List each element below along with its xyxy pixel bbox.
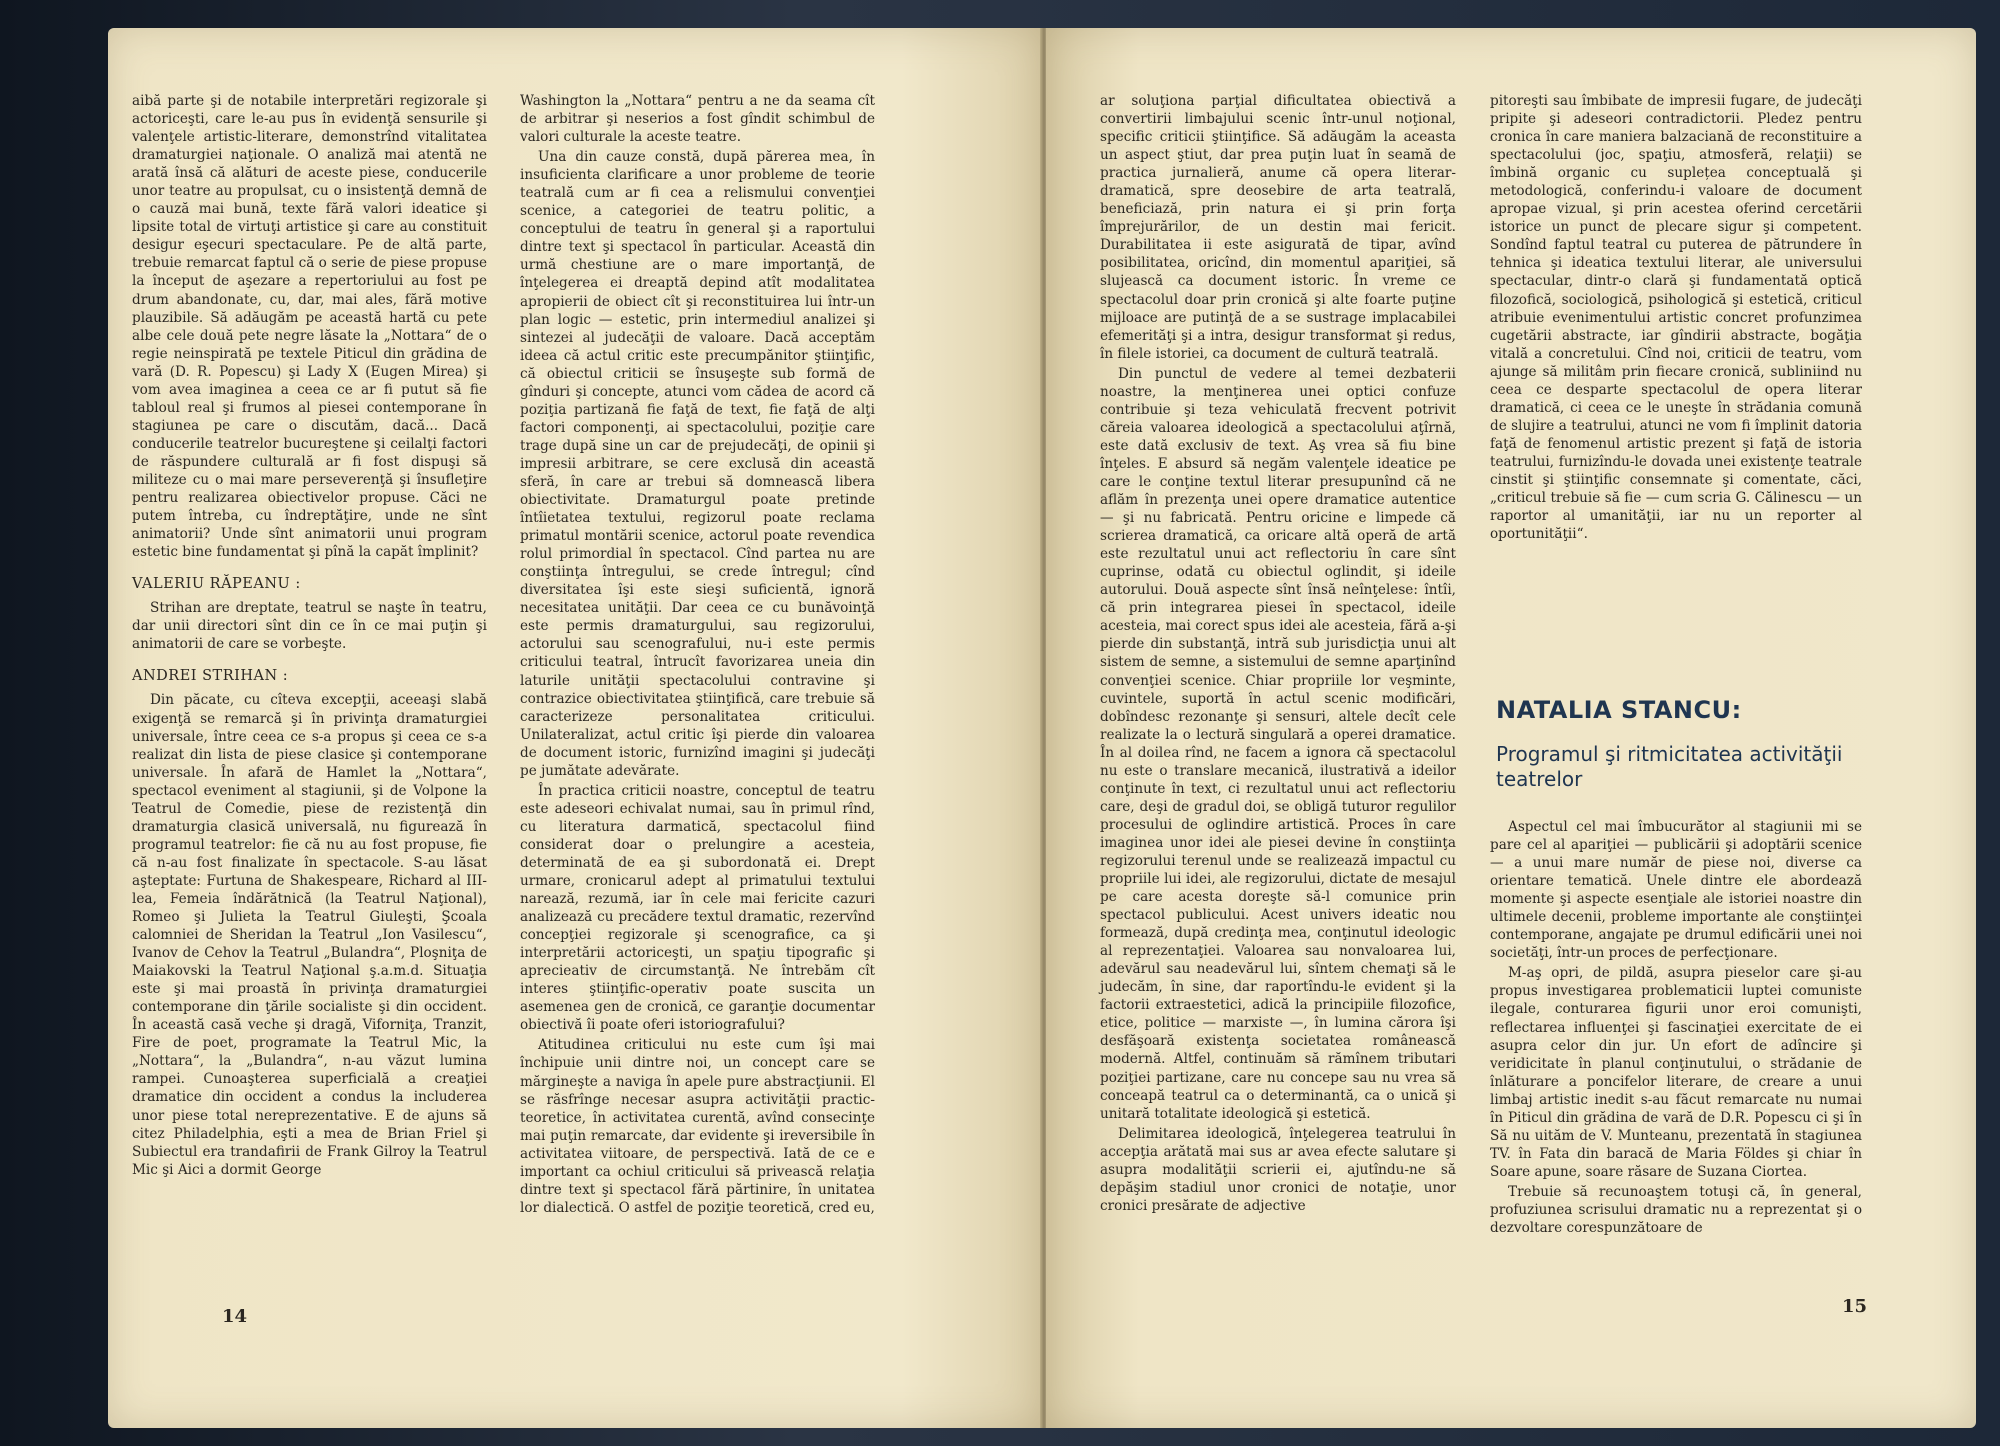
paragraph: Washington la „Nottara“ pentru a ne da seama cît de arbitrar şi neserios a fost gîndit schimbul de valori culturale la aceste teatre. [520, 93, 875, 146]
right-column-2-lower [1490, 818, 1862, 1239]
paragraph: Una din cauze constă, după părerea mea, în insuficienta clarificare a unor probleme de teorie teatrală cum ar fi cea a relismului convenţiei scenice, a categoriei de teatru politic, a conceptului de teatru în general şi a raportului dintre text şi spectacol în particular. Această din urmă chestiune are o mare importanţă, de înţelegerea ei dreaptă depind atît modalitatea apropierii de obiect cît şi reconstituirea lui într-un plan logic — estetic, prin intermediul analizei şi sintezei al judecăţii de valoare. Dacă acceptăm ideea că actul critic este precumpănitor ştiinţific, că obiectul criticii se însuşeşte sub formă de gînduri şi concepte, atunci vom cădea de acord că poziţia partizană fie faţă de text, fie faţă de alţi factori componenţi, ai spectacolului, poziţie care trage după sine un car de prejudecăţi, de opinii şi impresii arbitrare, se cere exclusă din această sferă, în care ar trebui să domnească libera obiectivitate. Dramaturgul poate pretinde întîietatea textului, regizorul poate reclama primatul montării scenice, actorul poate revendica rolul primordial în spectacol. Cînd partea nu are conştiinţa întregului, se crede întregul; cînd diversitatea îşi este sieşi suficientă, ignoră necesitatea unităţii. Dar ceea ce cu bunăvoinţă este permis dramaturgului, sau regizorului, actorului sau scenografului, nu-i este permis criticului teatral, întrucît favorizarea uneia din laturile unităţii spectacolului contravine şi contrazice obiectivitatea ştiinţifică, care trebuie să caracterizeze personalitatea criticului. Unilateralizat, actul critic îşi pierde din valoarea de document istoric, furnizînd imagini şi judecăţi pe jumătate adevărate. [520, 149, 875, 779]
paragraph: M-aş opri, de pildă, asupra pieselor care şi-au propus investigarea problematicii luptei comuniste ilegale, conturarea figurii unor eroi comunişti, reflectarea influenţei şi fascinaţiei exercitate de ei asupra celor din jur. Un efort de adîncire şi veridicitate în planul conţinutului, o strădanie de înlăturare a poncifelor literare, de creare a unui limbaj artistic inedit s-au făcut remarcate nu numai în Piticul din grădina de vară de D.R. Popescu ci şi în Să nu uităm de V. Munteanu, prezentată în stagiunea TV. în Fata din baracă de Maria Földes şi chiar în Soare apune, soare răsare de Suzana Ciortea. [1490, 965, 1862, 1180]
left-column-1 [132, 92, 487, 1181]
page-number: 15 [1842, 1296, 1868, 1317]
paragraph: Din punctul de vedere al temei dezbaterii noastre, la menţinerea unei optici confuze contribuie şi teza vehiculată frecvent potrivit căreia valoarea ideologică a spectacolului aţîrnă, este dată exclusiv de text. Aş vrea să fiu bine înţeles. E absurd să negăm valenţele ideatice pe care le conţine textul literar presupunînd că ne aflăm în prezenţa unei opere dramatice autentice — şi nu fabricată. Pentru oricine e limpede că scrierea dramatică, ca oricare altă operă de artă este rezultatul unui act reflectoriu în care sînt cuprinse, odată cu obiectul oglindit, şi ideile autorului. Două aspecte sînt însă neînţelese: întîi, că prin integrarea piesei în spectacol, ideile acesteia, mai corect spus idei ale acesteia, fără a-şi pierde din substanţă, intră sub jurisdicţia unui alt sistem de semne, a sistemului de semne aparţinînd convenţiei scenice. Chiar propriile lor veşminte, cuvintele, suportă în actul scenic modificări, dobîndesc rezonanţe şi sensuri, altele decît cele realizate la o lectură singulară a operei dramatice. În al doilea rînd, ne facem a ignora că spectacolul nu este o translare mecanică, ilustrativă a ideilor conţinute în text, ci rezultatul unui act reflectoriu care, deşi de gradul doi, se obligă tuturor regulilor procesului de oglindire artistică. Proces în care imaginea unor idei ale piesei devine în conştiinţa regizorului terenul unde se realizează impactul cu propriile lui idei, ale regizorului, dictate de mesajul pe care acesta doreşte să-l comunice prin spectacol publicului. Acest univers ideatic nou formează, după credinţa mea, conţinutul ideologic al reprezentaţiei. Valoarea sau nonvaloarea lui, adevărul sau neadevărul lui, sîntem chemaţi să le judecăm, în sine, dar raportîndu-le evident şi la factorii extraestetici, adică la principiile filozofice, etice, politice — marxiste —, în lumina cărora îşi desfăşoară existenţa societatea românească modernă. Altfel, continuăm să rămînem tributari poziţiei partizane, care nu concepe sau nu vrea să conceapă teatrul ca o determinantă, ca o unică şi unitară totalitate ideologică şi estetică. [1100, 365, 1456, 1122]
speaker-label: VALERIU RĂPEANU : [132, 576, 301, 593]
left-column-2 [520, 92, 875, 1219]
paragraph: Trebuie să recunoaştem totuşi că, în general, profuziunea scrisului dramatic nu a reprezentat şi o dezvoltare corespunzătoare de [1490, 1183, 1862, 1237]
paragraph: aibă parte şi de notabile interpretări regizorale şi actoriceşti, care le-au pus în evidenţă sensurile şi valenţele artistic-literare, demonstrînd vitalitatea dramaturgiei naţionale. O analiză mai atentă ne arată însă că alături de aceste piese, conducerile unor teatre au propulsat, cu o insistenţă demnă de o cauză mai bună, texte fără valori ideatice şi lipsite total de virtuţi artistice şi care au constituit desigur eşecuri spectaculare. Pe de altă parte, trebuie remarcat faptul că o serie de piese propuse la început de aşezare a repertoriului au fost pe drum abandonate, cu, dar, mai ales, fără motive plauzibile. Să adăugăm pe această hartă cu pete albe cele două pete negre lăsate la „Nottara“ de o regie neinspirată pe textele Piticul din grădina de vară (D. R. Popescu) şi Lady X (Eugen Mirea) şi vom avea imaginea a ceea ce ar fi putut să fie tabloul real şi frumos al piesei contemporane în stagiunea pe care o discutăm, dacă... Dacă conducerile teatrelor bucureştene şi ceilalţi factori de răspundere culturală ar fi fost dispuşi să militeze cu o mai mare perseverenţă şi însufleţire pentru realizarea obiectivelor propuse. Căci ne putem întreba, cu îndreptăţire, unde ne sînt animatorii? Unde sînt animatorii unui program estetic bine fundamentat şi pînă la capăt împlinit? [132, 93, 487, 561]
section-heading [1496, 696, 1866, 792]
right-column-1 [1100, 92, 1456, 1217]
paragraph: Atitudinea criticului nu este cum îşi mai închipuie unii dintre noi, un concept care se mărgineşte a naviga în apele pure abstracţiunii. El se răsfrînge necesar asupra activităţii practic-teoretice, în activitatea curentă, avînd consecinţe mai puţin remarcate, dar evidente şi ireversibile în activitatea viitoare, de perspectivă. Iată de ce e important ca ochiul criticului să privească relaţia dintre text şi spectacol fără părtinire, în unitatea lor dialectică. O astfel de poziţie teoretică, cred eu, [520, 1037, 875, 1216]
paragraph: Din păcate, cu cîteva excepţii, aceeaşi slabă exigenţă se remarcă şi în privinţa dramaturgiei universale, între ceea ce s-a propus şi ceea ce s-a realizat din lista de piese clasice şi contemporane universale. În afară de Hamlet la „Nottara“, spectacol eveniment al stagiunii, şi de Volpone la Teatrul de Comedie, piese de rezistenţă din dramaturgia clasică universală, nu figurează în programul teatrelor: fie că nu au fost propuse, fie că n-au fost finalizate în spectacole. S-au lăsat aşteptate: Furtuna de Shakespeare, Richard al III-lea, Femeia îndărătnică (la Teatrul Naţional), Romeo şi Julieta la Teatrul Giuleşti, Şcoala calomniei de Sheridan la Teatrul „Ion Vasilescu“, Ivanov de Cehov la Teatrul „Bulandra“, Ploşniţa de Maiakovski la Teatrul Naţional ş.a.m.d. Situaţia este şi mai proastă în privinţa dramaturgiei contemporane din ţările socialiste şi din occident. În această casă veche şi dragă, Viforniţa, Tranzit, Fire de poet, programate la Teatrul Mic, la „Nottara“, la „Bulandra“, n-au văzut lumina rampei. Cunoaşterea superficială a creaţiei dramatice din occident a condus la includerea unor piese total nereprezentative. E de ajuns să citez Philadelphia, eşti a mea de Brian Friel şi Subiectul era trandafirii de Frank Gilroy la Teatrul Mic şi Aici a dormit George [132, 692, 487, 1178]
paragraph: pitoreşti sau îmbibate de impresii fugare, de judecăţi pripite şi adeseori contradictorii. Pledez pentru cronica în care maniera balzaciană de reconstituire a spectacolului (joc, spaţiu, atmosferă, relaţii) se îmbină organic cu suplețea conceptuală şi metodologică, conferindu-i valoare de document apropae vizual, şi prin acestea oferind cercetării istorice un punct de plecare sigur şi competent. Sondînd faptul teatral cu puterea de pătrundere în tehnica şi ideatica textului literar, ale universului spectacular, dintr-o clară şi fundamentată optică filozofică, sociologică, psihologică şi estetică, criticul atribuie evenimentului artistic concret profunzimea cugetării abstracte, iar gîndirii abstracte, bogăţia vitală a concretului. Cînd noi, criticii de teatru, vom ajunge să militâm prin fiecare cronică, subliniind nu ceea ce desparte spectacolul de opera literar dramatică, ci ceea ce le uneşte în strădania comună de slujire a teatrului, atunci ne vom fi împlinit datoria faţă de fenomenul artistic prezent şi faţă de istoria teatrului, furnizîndu-le dovada unei existenţe teatrale cinstit şi ştiinţific consemnate şi comentate, căci, „criticul trebuie să fie — cum scria G. Călinescu — un raportor al umanităţii, iar nu un reporter al oportunităţii“. [1490, 93, 1862, 543]
paragraph: Strihan are dreptate, teatrul se naşte în teatru, dar unii directori sînt din ce în ce mai puţin şi animatorii de care se vorbeşte. [132, 600, 487, 653]
right-column-2 [1490, 92, 1862, 545]
speaker-label: ANDREI STRIHAN : [132, 668, 289, 685]
section-author: NATALIA STANCU: [1496, 696, 1742, 724]
paragraph: În practica criticii noastre, conceptul de teatru este adeseori echivalat numai, sau în primul rînd, cu literatura darmatică, spectacolul fiind considerat doar o prelungire a acesteia, determinată de ea şi subordonată ei. Drept urmare, cronicarul adept al primatului textului narează, rezumă, iar în cele mai fericite cazuri analizează cu precădere textul dramatic, rezervînd concepţiei regizorale şi scenografice, ca şi interpretării actoriceşti, un spaţiu tipografic şi aprecieativ de circumstanţă. Ne întrebăm cît interes ştiinţific-operativ poate suscita un asemenea gen de cronică, ce garanţie documentar obiectivă îi poate oferi istoriografului? [520, 782, 875, 1034]
page-number: 14 [222, 1306, 248, 1327]
paragraph: Aspectul cel mai îmbucurător al stagiunii mi se pare cel al apariţiei — publicării şi adoptării scenice — a unui mare număr de piese noi, diverse ca orientare tematică. Unele dintre ele abordează momente şi aspecte esenţiale ale istoriei noastre din ultimele decenii, probleme importante ale conştiinţei contemporane, angajate pe drumul edificării unei noi societăţi, într-un proces de perfecţionare. [1490, 819, 1862, 962]
section-title: Programul şi ritmicitatea activităţii teatrelor [1496, 742, 1843, 791]
paragraph: ar soluţiona parţial dificultatea obiectivă a convertirii limbajului scenic într-unul noţional, specific criticii ştiinţifice. Să adăugăm la aceasta un aspect ştiut, dar prea puţin luat în seamă de practica jurnalieră, anume că opera literar-dramatică, spre deosebire de arta teatrală, beneficiază, prin natura ei şi prin forţa împrejurărilor, de un destin mai fericit. Durabilitatea ii este asigurată de tipar, avînd posibilitatea, oricînd, din momentul apariţiei, să slujească ca document istoric. În vreme ce spectacolul doar prin cronică şi alte foarte puţine mijloace are putinţă de a se sustrage implacabilei efemerităţi şi a intra, desigur transformat şi redus, în filele istoriei, ca document de cultură teatrală. [1100, 93, 1456, 362]
paragraph: Delimitarea ideologică, înţelegerea teatrului în accepţia arătată mai sus ar avea efecte salutare şi asupra modalităţii scrierii ei, ajutîndu-ne să depăşim stadiul unor cronici de notaţie, unor cronici presărate de adjective [1100, 1125, 1456, 1214]
